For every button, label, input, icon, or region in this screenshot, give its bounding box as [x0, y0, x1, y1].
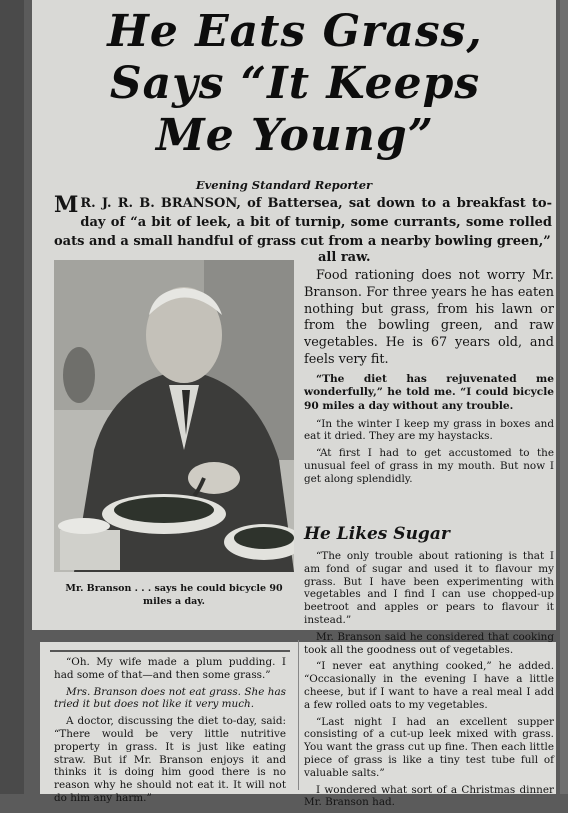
lede-paragraph: [54, 194, 552, 251]
continuation-text: [54, 656, 286, 809]
column-paragraph-9: I wondered what sort of a Christmas dinner Mr. Branson had.: [304, 783, 554, 809]
subheading: He Likes Sugar: [304, 524, 450, 544]
box-paragraph-3: A doctor, discussing the diet to-day, said: “There would be very little nutritive property in grass. It is just like eating straw. But if Mr. Branson enjoys it and thinks it is doing him good there is no reason why he should not eat it. It will not do him any harm.”: [54, 715, 286, 804]
column-paragraph-1: Food rationing does not worry Mr. Branson. For three years he has eaten nothing but grass, from his lawn or from the bowling green, and raw vegetables. He is 67 years old, and feels very fit.: [304, 268, 554, 367]
drop-cap: M: [54, 192, 79, 218]
byline: Evening Standard Reporter: [195, 178, 373, 192]
headline: [40, 6, 550, 162]
column-paragraph-7: “I never eat anything cooked,” he added. “Occasionally in the evening I have a little cheese, but if I want to have a real meal I add a few rolled oats to my vegetables.: [304, 660, 554, 711]
column-right-top: [304, 268, 554, 490]
photo-frame: [54, 260, 294, 572]
photo-caption: Mr. Branson . . . says he could bicycle 90 miles a day.: [65, 583, 283, 607]
photo-man-eating-grass: [54, 260, 294, 572]
headline-line-2: Says “It Keeps: [109, 58, 481, 109]
continuation-box: [50, 650, 290, 804]
background-strip-left: [0, 0, 24, 794]
lede-end: all raw.: [318, 250, 371, 265]
column-paragraph-8: “Last night I had an excellent supper consisting of a cut-up leek mixed with grass. You want the grass cut up fine. Then each little piece of grass is like a tiny test tube full of valuable salts.”: [304, 715, 554, 779]
headline-line-3: Me Young”: [155, 110, 434, 161]
column-paragraph-6: Mr. Branson said he considered that cooking took all the goodness out of vegetables.: [304, 630, 554, 656]
column-paragraph-5: “The only trouble about rationing is that I am fond of sugar and used it to flavour my grass. But I have been experimenting with vegetables and I find I can use chopped-up beetroot and apples or pears to flavour it instead.”: [304, 550, 554, 626]
box-paragraph-2: Mrs. Branson does not eat grass. She has tried it but does not like it very much.: [54, 685, 286, 711]
background-strip-right: [560, 0, 568, 794]
box-paragraph-1: “Oh. My wife made a plum pudding. I had some of that—and then some grass.”: [54, 656, 286, 681]
headline-line-1: He Eats Grass,: [107, 6, 483, 57]
column-right-bottom: [304, 550, 554, 813]
column-paragraph-2: “The diet has rejuvenated me wonderfully,” he told me. “I could bicycle 90 miles a day without any trouble.: [304, 372, 554, 412]
column-paragraph-4: “At first I had to get accustomed to the unusual feel of grass in my mouth. But now I get along splendidly.: [304, 447, 554, 485]
lede-text: R. J. R. B. BRANSON, of Battersea, sat down to a breakfast to-day of “a bit of leek, a bit of turnip, some currants, some rolled oats and a small handful of grass cut from a nearby bowling green,”: [54, 196, 552, 249]
column-paragraph-3: “In the winter I keep my grass in boxes and eat it dried. They are my haystacks.: [304, 417, 554, 443]
column-divider: [298, 640, 299, 790]
